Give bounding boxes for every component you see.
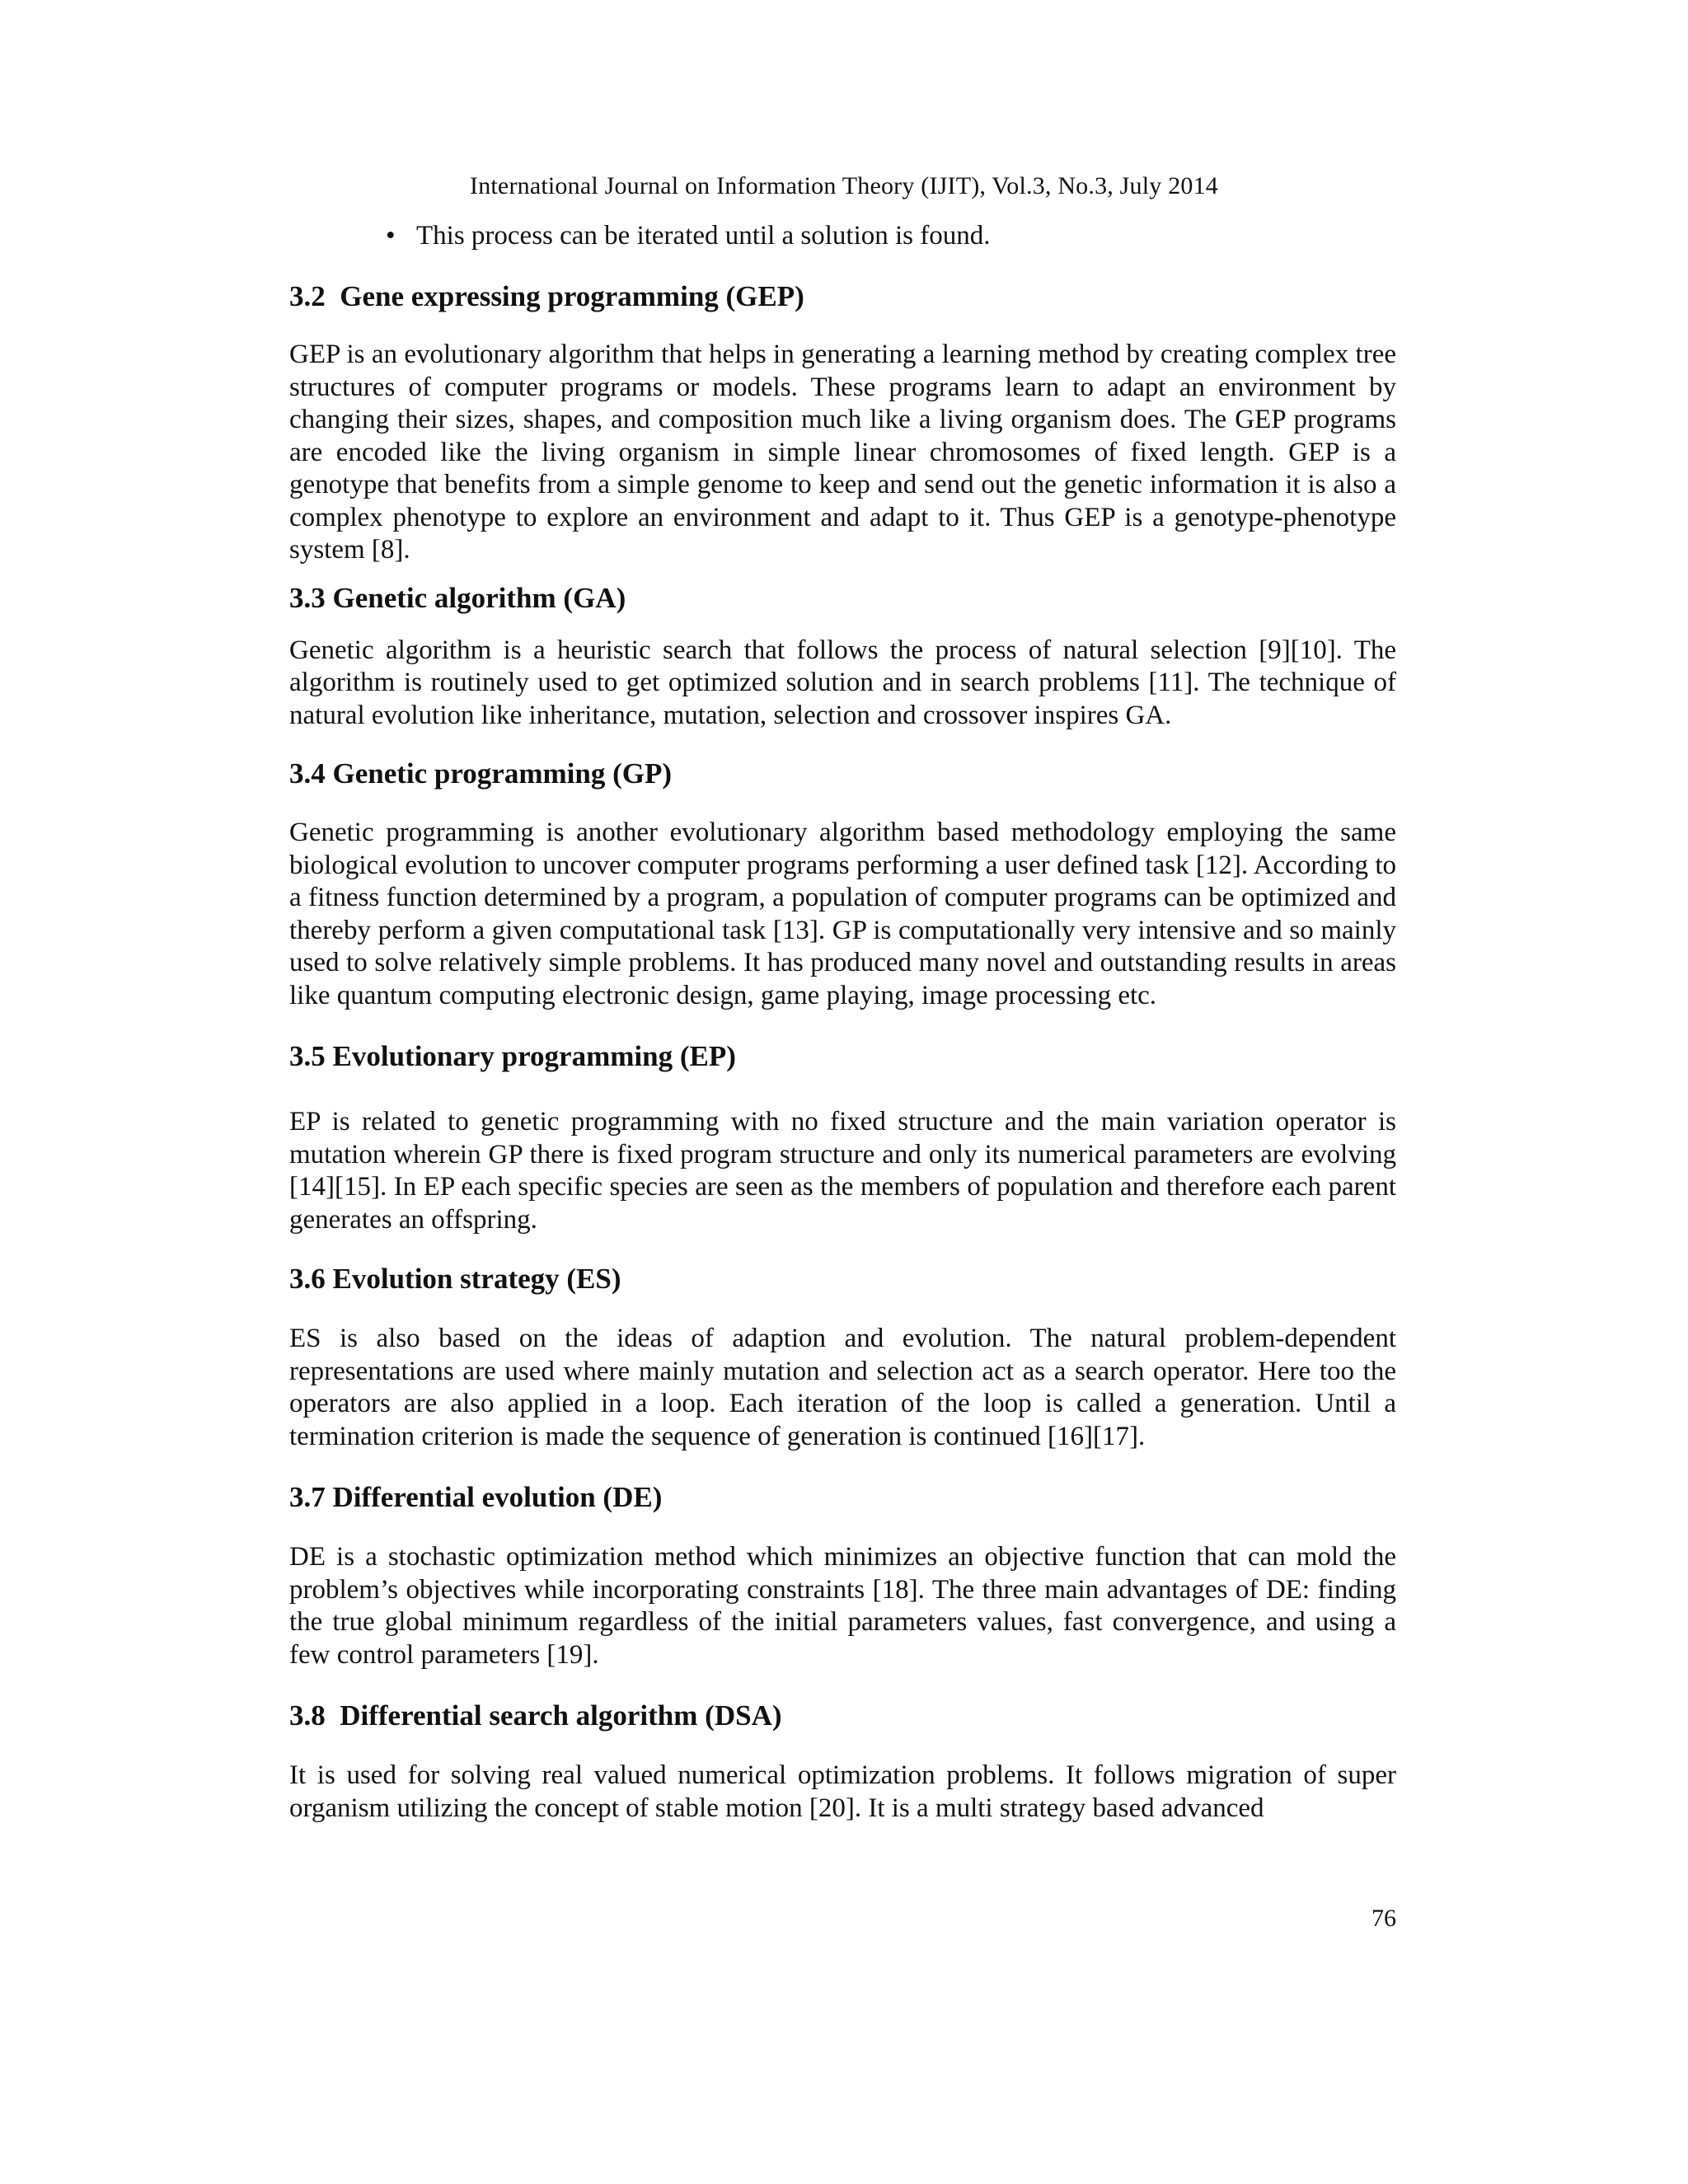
- section-body-3-3: Genetic algorithm is a heuristic search that follows the process of natural selection [9][10]. The algorithm is routinely used to get optimized solution and in search problems [11]. The technique of natural evolution like inheritance, mutation, selection and crossover inspires GA.: [289, 635, 1396, 730]
- bullet-item: [289, 219, 1396, 252]
- section-heading-3-8: 3.8 Differential search algorithm (DSA): [289, 1699, 782, 1732]
- section-heading-3-3: 3.3 Genetic algorithm (GA): [289, 581, 626, 614]
- running-header: International Journal on Information Theory (IJIT), Vol.3, No.3, July 2014: [470, 172, 1218, 199]
- bullet-text: This process can be iterated until a solution is found.: [416, 221, 991, 251]
- page-content: [289, 219, 1396, 1825]
- section-heading-3-5: 3.5 Evolutionary programming (EP): [289, 1040, 736, 1072]
- page-number: 76: [1372, 1905, 1396, 1932]
- section-body-3-6: ES is also based on the ideas of adaption and evolution. The natural problem-dependent representations are used where mainly mutation and selection act as a search operator. Here too the operators are also applied in a loop. Each iteration of the loop is called a generation. Until a termination criterion is made the sequence of generation is continued [16][17].: [289, 1324, 1396, 1451]
- section-body-3-5: EP is related to genetic programming with no fixed structure and the main variation operator is mutation wherein GP there is fixed program structure and only its numerical parameters are evolving [14][15]. In EP each specific species are seen as the members of population and therefore each parent generates an offspring.: [289, 1107, 1396, 1235]
- section-heading-3-4: 3.4 Genetic programming (GP): [289, 757, 672, 790]
- section-body-3-8: It is used for solving real valued numerical optimization problems. It follows migration of super organism utilizing the concept of stable motion [20]. It is a multi strategy based advanced: [289, 1760, 1396, 1823]
- section-body-3-2: GEP is an evolutionary algorithm that helps in generating a learning method by creating complex tree structures of computer programs or models. These programs learn to adapt an environment by changing their sizes, shapes, and composition much like a living organism does. The GEP programs are encoded like the living organism in simple linear chromosomes of fixed length. GEP is a genotype that benefits from a simple genome to keep and send out the genetic information it is also a complex phenotype to explore an environment and adapt to it. Thus GEP is a genotype-phenotype system [8].: [289, 340, 1396, 565]
- section-body-3-7: DE is a stochastic optimization method which minimizes an objective function that can mold the problem’s objectives while incorporating constraints [18]. The three main advantages of DE: finding the true global minimum regardless of the initial parameters values, fast convergence, and using a few control parameters [19].: [289, 1542, 1396, 1670]
- bullet-icon: •: [386, 221, 396, 251]
- section-body-3-4: Genetic programming is another evolutionary algorithm based methodology employing the same biological evolution to uncover computer programs performing a user defined task [12]. According to a fitness function determined by a program, a population of computer programs can be optimized and thereby perform a given computational task [13]. GP is computationally very intensive and so mainly used to solve relatively simple problems. It has produced many novel and outstanding results in areas like quantum computing electronic design, game playing, image processing etc.: [289, 818, 1396, 1010]
- section-heading-3-7: 3.7 Differential evolution (DE): [289, 1481, 663, 1513]
- section-heading-3-2: 3.2 Gene expressing programming (GEP): [289, 280, 804, 312]
- section-heading-3-6: 3.6 Evolution strategy (ES): [289, 1263, 621, 1295]
